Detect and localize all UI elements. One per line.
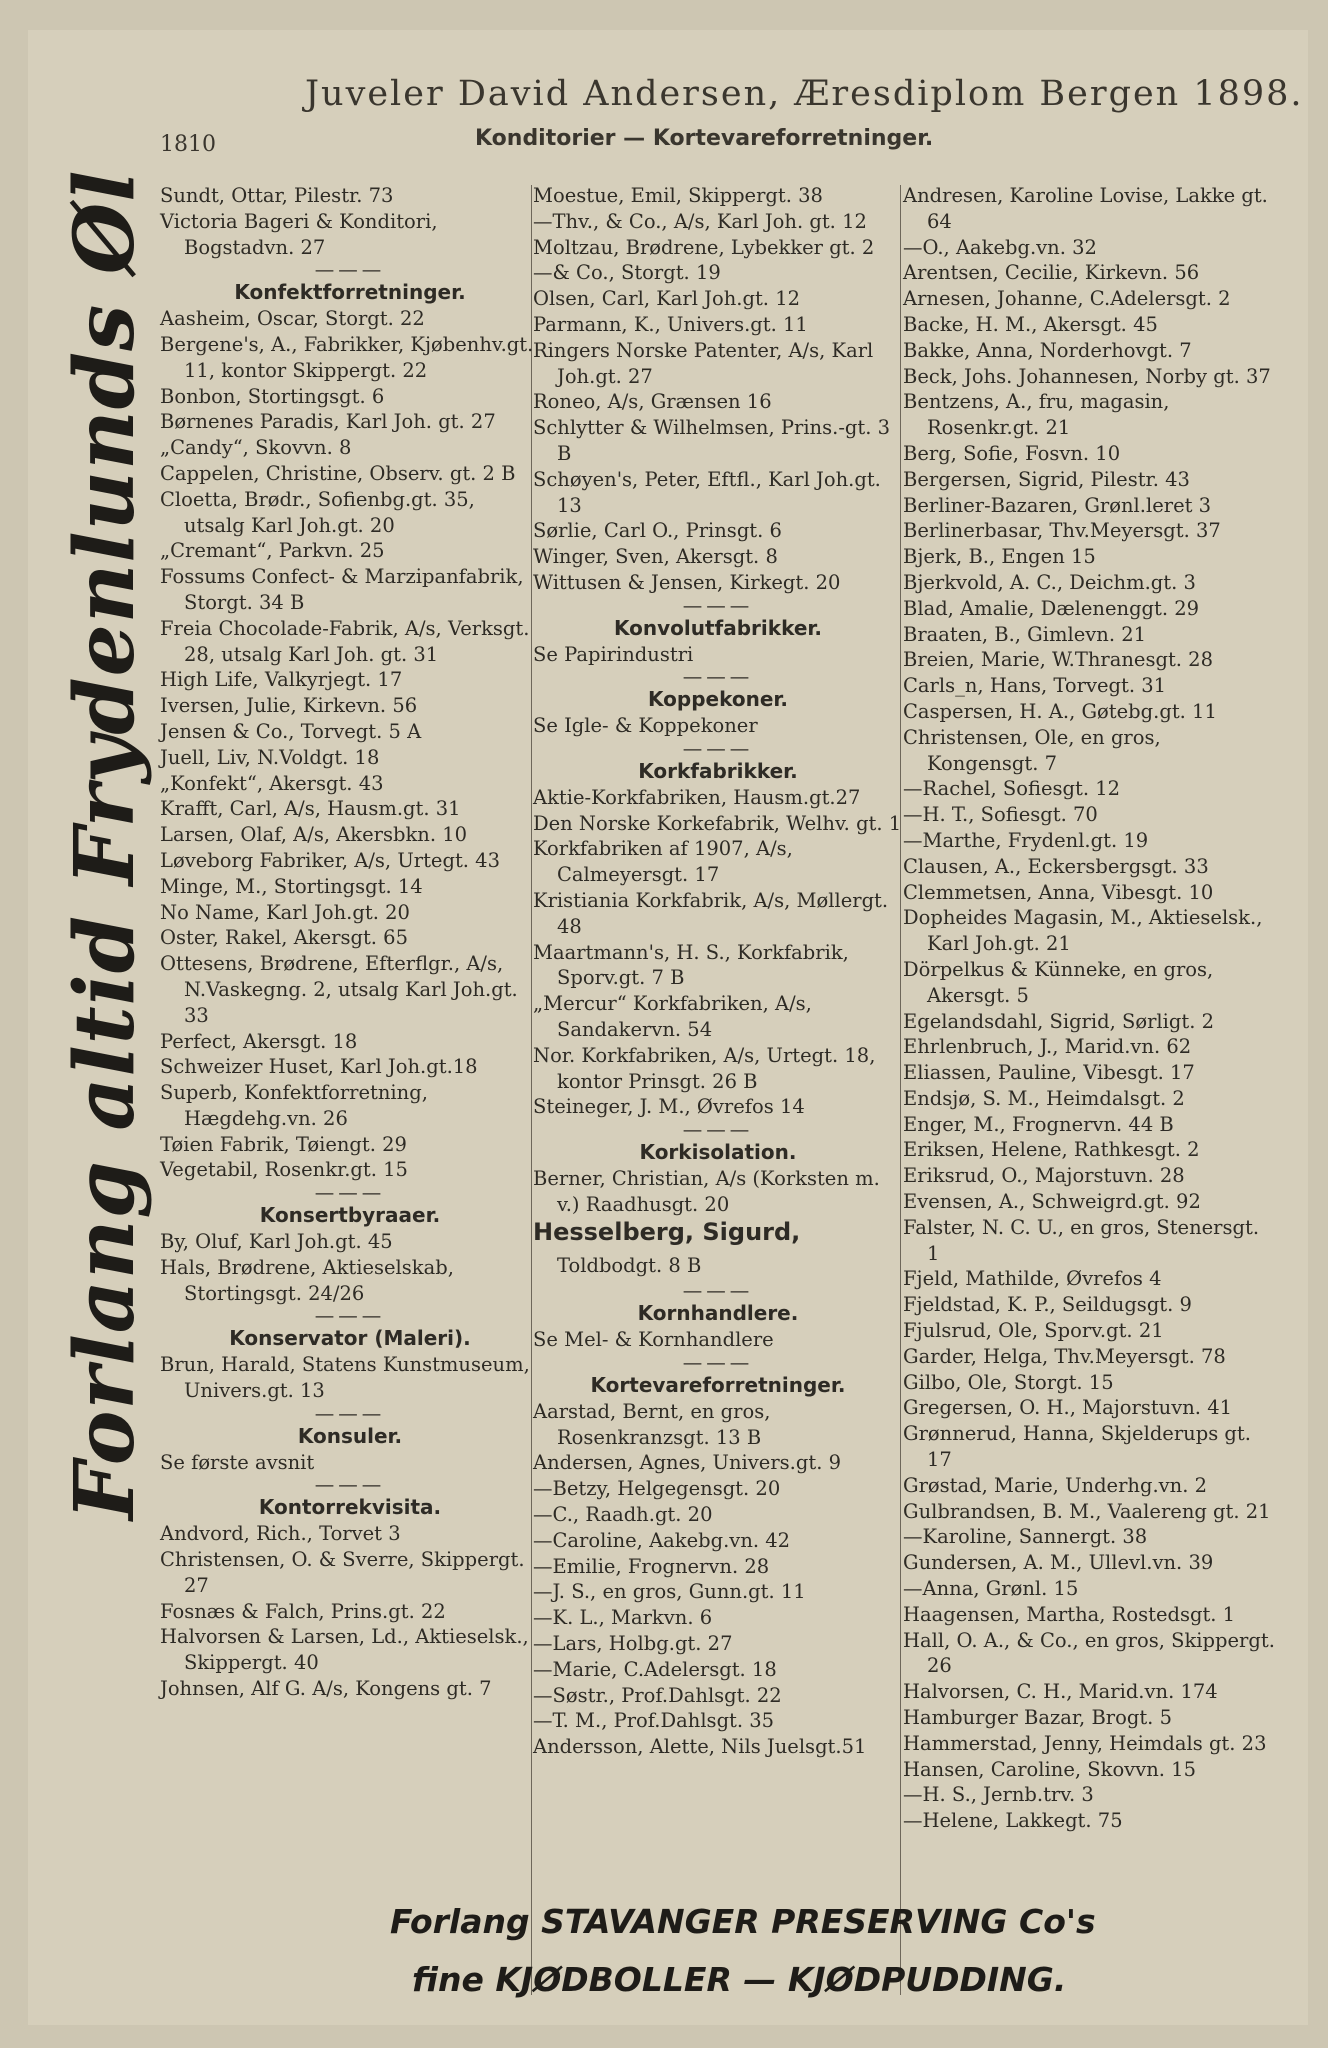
- directory-entry: Parmann, K., Univers.gt. 11: [533, 312, 808, 336]
- directory-entry: Schlytter & Wilhelmsen, Prins.-gt. 3 B: [533, 416, 891, 465]
- directory-entry: —Rachel, Sofiesgt. 12: [903, 777, 1121, 801]
- directory-entry: Haagensen, Martha, Rostedsgt. 1: [903, 1602, 1236, 1626]
- directory-entry: Andvord, Rich., Torvet 3: [160, 1522, 401, 1546]
- directory-entry: By, Oluf, Karl Joh.gt. 45: [160, 1230, 393, 1254]
- directory-entry: —H. S., Jernb.trv. 3: [903, 1783, 1094, 1807]
- directory-entry: Sundt, Ottar, Pilestr. 73: [160, 184, 394, 207]
- directory-entry: Gulbrandsen, B. M., Vaalereng gt. 21: [903, 1499, 1271, 1523]
- directory-entry: Caspersen, H. A., Gøtebg.gt. 11: [903, 699, 1217, 723]
- directory-entry: Schøyen's, Peter, Eftfl., Karl Joh.gt. 13: [533, 467, 881, 517]
- directory-entry: Fossums Confect- & Marzipanfabrik, Storgt. 34 B: [160, 565, 524, 614]
- directory-entry: Endsjø, S. M., Heimdalsgt. 2: [903, 1086, 1185, 1110]
- directory-entry: Halvorsen & Larsen, Ld., Aktieselsk., Skippergt. 40: [160, 1625, 529, 1675]
- section-heading: Konsuler.: [297, 1423, 403, 1448]
- directory-entry: Hamburger Bazar, Brogt. 5: [903, 1706, 1172, 1730]
- section-divider: ———: [682, 665, 754, 689]
- directory-entry: Jensen & Co., Torvegt. 5 A: [160, 719, 422, 743]
- directory-entry: Falster, N. C. U., en gros, Stenersgt. 1: [903, 1215, 1260, 1265]
- directory-entry: —Søstr., Prof.Dahlsgt. 22: [533, 1683, 782, 1707]
- directory-entry: Nor. Korkfabriken, A/s, Urtegt. 18, kontor Prinsgt. 26 B: [533, 1043, 876, 1093]
- directory-entry: —Anna, Grønl. 15: [903, 1577, 1079, 1601]
- directory-entry: Beck, Johs. Johannesen, Norby gt. 37: [903, 364, 1271, 388]
- header-advertisement: Juveler David Andersen, Æresdiplom Bergen 1898.: [305, 74, 1304, 114]
- directory-entry: Hals, Brødrene, Aktieselskab, Stortingsgt. 24/26: [160, 1255, 454, 1305]
- directory-entry: Brun, Harald, Statens Kunstmuseum, Univers.gt. 13: [160, 1353, 530, 1403]
- directory-entry: Bonbon, Stortingsgt. 6: [160, 384, 385, 408]
- directory-entry: Se Papirindustri: [533, 642, 694, 666]
- directory-entry: Krafft, Carl, A/s, Hausm.gt. 31: [160, 797, 461, 821]
- directory-entry: Ehrlenbruch, J., Marid.vn. 62: [903, 1035, 1192, 1059]
- directory-entry: Børnenes Paradis, Karl Joh. gt. 27: [160, 410, 496, 434]
- directory-entry: Olsen, Carl, Karl Joh.gt. 12: [533, 287, 801, 311]
- directory-entry: Garder, Helga, Thv.Meyersgt. 78: [903, 1344, 1226, 1368]
- directory-entry: Enger, M., Frognervn. 44 B: [903, 1112, 1174, 1136]
- directory-entry: Bergene's, A., Fabrikker, Kjøbenhv.gt. 11, kontor Skippergt. 22: [160, 332, 534, 382]
- directory-entry: —Lars, Holbg.gt. 27: [533, 1632, 733, 1656]
- directory-entry: Clemmetsen, Anna, Vibesgt. 10: [903, 880, 1214, 904]
- directory-entry: Johnsen, Alf G. A/s, Kongens gt. 7: [160, 1677, 492, 1701]
- directory-entry: Andersson, Alette, Nils Juelsgt.51: [533, 1735, 867, 1759]
- directory-entry: Iversen, Julie, Kirkevn. 56: [160, 694, 418, 718]
- section-heading: Koppekoner.: [648, 687, 788, 712]
- directory-entry: Løveborg Fabriker, A/s, Urtegt. 43: [160, 848, 500, 872]
- directory-entry: Aarstad, Bernt, en gros, Rosenkranzsgt. 13 B: [533, 1399, 771, 1449]
- side-advertisement: Forlang altid Frydenlunds Øl: [57, 169, 153, 1520]
- directory-entry: Eriksen, Helene, Rathkesgt. 2: [903, 1138, 1200, 1162]
- directory-entry: Se Mel- & Kornhandlere: [533, 1328, 774, 1352]
- directory-entry: Grønnerud, Hanna, Skjelderups gt. 17: [903, 1422, 1251, 1472]
- directory-entry: Schweizer Huset, Karl Joh.gt.18: [160, 1055, 478, 1079]
- directory-entry: Wittusen & Jensen, Kirkegt. 20: [533, 570, 841, 594]
- directory-entry: Fosnæs & Falch, Prins.gt. 22: [160, 1599, 446, 1623]
- directory-column-3: [903, 183, 1275, 1834]
- directory-entry: —Marthe, Frydenl.gt. 19: [903, 828, 1149, 852]
- directory-entry: „Mercur“ Korkfabriken, A/s, Sandakervn. 54: [533, 992, 812, 1041]
- directory-entry: Bakke, Anna, Norderhovgt. 7: [903, 338, 1192, 362]
- directory-entry: Aktie-Korkfabriken, Hausm.gt.27: [533, 785, 861, 809]
- directory-entry: —& Co., Storgt. 19: [533, 261, 721, 285]
- directory-entry: —Caroline, Aakebg.vn. 42: [533, 1528, 791, 1552]
- directory-entry: Berner, Christian, A/s (Korksten m. v.) Raadhusgt. 20: [533, 1166, 880, 1216]
- directory-entry: —Helene, Lakkegt. 75: [903, 1809, 1123, 1833]
- directory-entry: Braaten, B., Gimlevn. 21: [903, 622, 1147, 646]
- directory-entry: —Betzy, Helgegensgt. 20: [533, 1477, 781, 1501]
- page-number: 1810: [160, 132, 216, 157]
- directory-entry: Hammerstad, Jenny, Heimdals gt. 23: [903, 1731, 1267, 1755]
- section-heading: Korkisolation.: [639, 1140, 797, 1165]
- directory-entry: Hall, O. A., & Co., en gros, Skippergt. 26: [903, 1628, 1275, 1678]
- directory-entry: Bergersen, Sigrid, Pilestr. 43: [903, 467, 1190, 491]
- directory-entry: Backe, H. M., Akersgt. 45: [903, 312, 1158, 336]
- directory-entry: Christensen, Ole, en gros, Kongensgt. 7: [903, 725, 1161, 775]
- directory-entry: Vegetabil, Rosenkr.gt. 15: [160, 1158, 408, 1182]
- directory-entry: Oster, Rakel, Akersgt. 65: [160, 926, 408, 950]
- section-heading: Kornhandlere.: [637, 1301, 799, 1326]
- directory-entry: Evensen, A., Schweigrd.gt. 92: [903, 1190, 1201, 1214]
- directory-entry: Fjulsrud, Ole, Sporv.gt. 21: [903, 1319, 1164, 1343]
- section-heading: Kontorrekvisita.: [258, 1495, 442, 1520]
- directory-entry: —Marie, C.Adelersgt. 18: [533, 1657, 777, 1681]
- directory-entry: Gregersen, O. H., Majorstuvn. 41: [903, 1396, 1233, 1420]
- directory-entry: Steineger, J. M., Øvrefos 14: [533, 1095, 805, 1119]
- directory-entry: Andersen, Agnes, Univers.gt. 9: [533, 1451, 841, 1475]
- directory-entry: „Konfekt“, Akersgt. 43: [160, 771, 384, 795]
- directory-entry: Dopheides Magasin, M., Aktieselsk., Karl Joh.gt. 21: [903, 906, 1263, 956]
- directory-entry: Victoria Bageri & Konditori, Bogstadvn. 27: [160, 209, 438, 259]
- directory-column-1: [160, 183, 540, 1702]
- section-divider: ———: [682, 1118, 754, 1142]
- directory-entry: Gilbo, Ole, Storgt. 15: [903, 1370, 1114, 1394]
- footer-advertisement-line-1: Forlang STAVANGER PRESERVING Co's: [390, 1902, 1096, 1941]
- directory-entry: —T. M., Prof.Dahlsgt. 35: [533, 1709, 775, 1733]
- directory-entry: Se Igle- & Koppekoner: [533, 714, 758, 738]
- directory-entry: Superb, Konfektforretning, Hægdehg.vn. 26: [160, 1081, 428, 1130]
- directory-entry: Blad, Amalie, Dælenenggt. 29: [903, 596, 1200, 620]
- directory-entry: Dörpelkus & Künneke, en gros, Akersgt. 5: [903, 957, 1214, 1007]
- section-divider: ———: [314, 258, 386, 282]
- running-head: Konditorier — Kortevareforretninger.: [475, 126, 934, 151]
- directory-entry: —K. L., Markvn. 6: [533, 1606, 713, 1630]
- directory-entry: Minge, M., Stortingsgt. 14: [160, 874, 423, 898]
- section-divider: ———: [682, 593, 754, 617]
- directory-entry: —Karoline, Sannergt. 38: [903, 1525, 1148, 1549]
- directory-entry: Carls_n, Hans, Torvegt. 31: [903, 674, 1167, 698]
- featured-entry-address: Toldbodgt. 8 B: [557, 1254, 702, 1278]
- directory-entry: Grøstad, Marie, Underhg.vn. 2: [903, 1473, 1208, 1497]
- section-heading: Konservator (Maleri).: [229, 1326, 471, 1351]
- directory-entry: „Cremant“, Parkvn. 25: [160, 539, 385, 563]
- directory-entry: Christensen, O. & Sverre, Skippergt. 27: [160, 1548, 525, 1597]
- section-divider: ———: [314, 1181, 386, 1205]
- directory-entry: Sørlie, Carl O., Prinsgt. 6: [533, 519, 782, 543]
- directory-entry: —O., Aakebg.vn. 32: [903, 235, 1097, 259]
- section-divider: ———: [682, 1351, 754, 1375]
- directory-entry: Se første avsnit: [160, 1450, 315, 1474]
- directory-entry: Hansen, Caroline, Skovvn. 15: [903, 1757, 1196, 1781]
- directory-entry: High Life, Valkyrjegt. 17: [160, 668, 403, 692]
- directory-entry: Breien, Marie, W.Thranesgt. 28: [903, 648, 1213, 672]
- directory-entry: Arnesen, Johanne, C.Adelersgt. 2: [903, 287, 1231, 311]
- directory-entry: Aasheim, Oscar, Storgt. 22: [160, 307, 425, 331]
- section-heading: Konsertbyraaer.: [259, 1203, 441, 1228]
- directory-entry: —C., Raadh.gt. 20: [533, 1503, 713, 1527]
- featured-entry-name: Hesselberg, Sigurd,: [533, 1218, 801, 1247]
- directory-entry: „Candy“, Skovvn. 8: [160, 436, 352, 460]
- directory-entry: Gundersen, A. M., Ullevl.vn. 39: [903, 1551, 1214, 1575]
- section-divider: ———: [314, 1401, 386, 1425]
- directory-entry: —H. T., Sofiesgt. 70: [903, 803, 1098, 827]
- directory-column-2: [533, 183, 903, 1760]
- directory-entry: Maartmann's, H. S., Korkfabrik, Sporv.gt. 7 B: [533, 940, 849, 990]
- directory-entry: Fjeldstad, K. P., Seildugsgt. 9: [903, 1293, 1192, 1317]
- directory-entry: Moltzau, Brødrene, Lybekker gt. 2: [533, 235, 875, 259]
- directory-entry: Halvorsen, C. H., Marid.vn. 174: [903, 1680, 1218, 1704]
- directory-entry: Ottesens, Brødrene, Efterflgr., A/s, N.Vaskegng. 2, utsalg Karl Joh.gt. 33: [160, 952, 518, 1027]
- section-heading: Korkfabrikker.: [638, 758, 798, 783]
- directory-entry: Kristiania Korkfabrik, A/s, Møllergt. 48: [533, 888, 889, 938]
- directory-entry: Roneo, A/s, Grænsen 16: [533, 390, 772, 414]
- directory-entry: Bjerkvold, A. C., Deichm.gt. 3: [903, 570, 1196, 594]
- directory-entry: Winger, Sven, Akersgt. 8: [533, 545, 778, 569]
- footer-advertisement-line-2: fine KJØDBOLLER — KJØDPUDDING.: [412, 1960, 1067, 1999]
- section-heading: Konfektforretninger.: [234, 280, 466, 305]
- directory-entry: Berlinerbasar, Thv.Meyersgt. 37: [903, 519, 1221, 543]
- directory-entry: Ringers Norske Patenter, A/s, Karl Joh.gt. 27: [533, 338, 874, 388]
- directory-entry: No Name, Karl Joh.gt. 20: [160, 900, 410, 924]
- directory-entry: Bentzens, A., fru, magasin, Rosenkr.gt. 21: [903, 390, 1170, 440]
- featured-entry: [533, 1217, 903, 1281]
- directory-entry: Clausen, A., Eckersbergsgt. 33: [903, 854, 1209, 878]
- directory-entry: Cloetta, Brødr., Sofienbg.gt. 35, utsalg Karl Joh.gt. 20: [160, 487, 475, 537]
- directory-entry: Fjeld, Mathilde, Øvrefos 4: [903, 1267, 1162, 1291]
- directory-entry: Egelandsdahl, Sigrid, Sørligt. 2: [903, 1009, 1215, 1033]
- directory-entry: Freia Chocolade-Fabrik, A/s, Verksgt. 28, utsalg Karl Joh. gt. 31: [160, 616, 530, 666]
- section-heading: Kortevareforretninger.: [590, 1373, 846, 1398]
- section-divider: ———: [314, 1473, 386, 1497]
- directory-entry: Andresen, Karoline Lovise, Lakke gt. 64: [903, 184, 1268, 233]
- section-divider: ———: [682, 736, 754, 760]
- section-heading: Konvolutfabrikker.: [613, 615, 823, 640]
- directory-entry: Tøien Fabrik, Tøiengt. 29: [160, 1132, 407, 1156]
- directory-entry: Juell, Liv, N.Voldgt. 18: [160, 745, 380, 769]
- directory-entry: Eliassen, Pauline, Vibesgt. 17: [903, 1061, 1195, 1085]
- directory-entry: —J. S., en gros, Gunn.gt. 11: [533, 1580, 806, 1604]
- directory-entry: Korkfabriken af 1907, A/s, Calmeyersgt. 17: [533, 837, 793, 887]
- directory-entry: —Emilie, Frognervn. 28: [533, 1554, 770, 1578]
- section-divider: ———: [682, 1279, 754, 1303]
- directory-entry: Berg, Sofie, Fosvn. 10: [903, 441, 1121, 465]
- directory-entry: Arentsen, Cecilie, Kirkevn. 56: [903, 261, 1200, 285]
- directory-entry: Larsen, Olaf, A/s, Akersbkn. 10: [160, 823, 468, 847]
- directory-entry: Perfect, Akersgt. 18: [160, 1029, 358, 1053]
- directory-entry: Berliner-Bazaren, Grønl.leret 3: [903, 493, 1212, 517]
- directory-entry: Eriksrud, O., Majorstuvn. 28: [903, 1164, 1185, 1188]
- directory-entry: —Thv., & Co., A/s, Karl Joh. gt. 12: [533, 209, 867, 233]
- section-divider: ———: [314, 1304, 386, 1328]
- directory-entry: Den Norske Korkefabrik, Welhv. gt. 1: [533, 811, 902, 835]
- directory-entry: Moestue, Emil, Skippergt. 38: [533, 184, 823, 207]
- directory-entry: Cappelen, Christine, Observ. gt. 2 B: [160, 461, 516, 485]
- directory-entry: Bjerk, B., Engen 15: [903, 545, 1096, 569]
